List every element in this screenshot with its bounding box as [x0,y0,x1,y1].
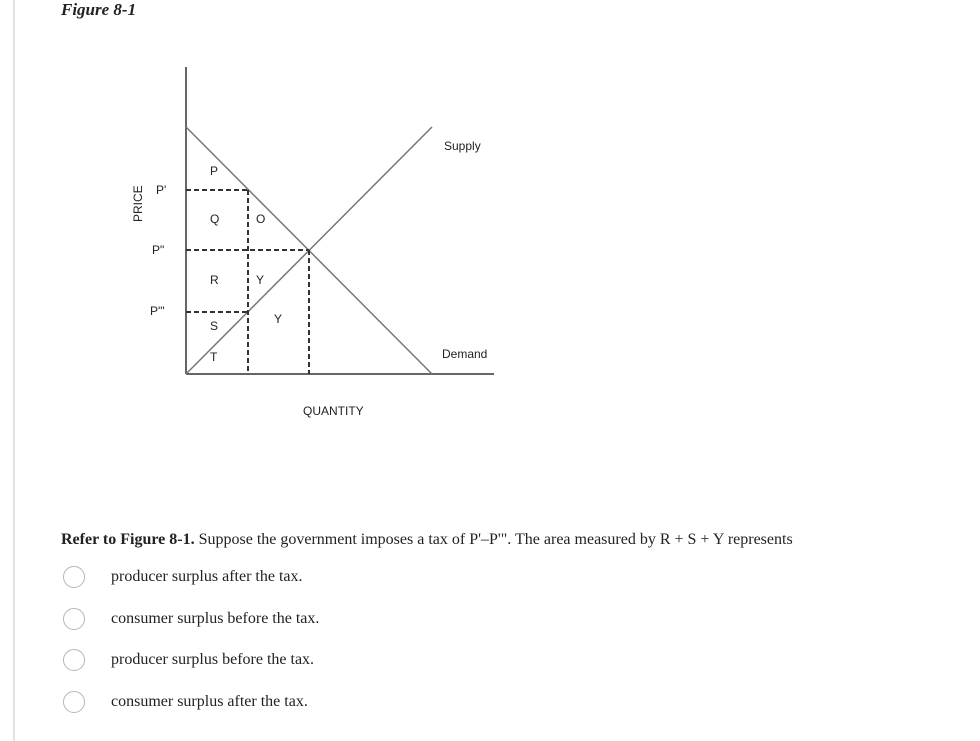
radio-button[interactable] [63,608,85,630]
area-t: T [210,350,218,364]
question-text [61,531,793,549]
option-label: producer surplus before the tax. [111,651,315,668]
answer-option-3[interactable] [63,649,314,671]
option-label: consumer surplus after the tax. [111,693,308,710]
demand-label: Demand [442,347,488,361]
supply-label: Supply [444,139,481,153]
question-ref: Refer to Figure 8-1. [61,531,195,548]
area-o: O [256,212,266,226]
radio-button[interactable] [63,649,85,671]
radio-button[interactable] [63,691,85,713]
answer-option-2[interactable] [63,608,319,630]
area-p: P [210,164,219,178]
radio-button[interactable] [63,566,85,588]
area-y2: Y [274,312,283,326]
x-axis-label: QUANTITY [303,404,364,418]
area-q: Q [210,212,220,226]
figure-title: Figure 8-1 [61,0,137,19]
option-label: producer surplus after the tax. [111,568,303,585]
area-s: S [210,319,219,333]
price-label-p1: P' [156,183,167,197]
answer-option-1[interactable] [63,566,302,588]
y-axis-label: PRICE [131,185,145,222]
price-label-p3: P'" [150,304,165,318]
option-label: consumer surplus before the tax. [111,610,320,627]
answer-option-4[interactable] [63,691,308,713]
area-r: R [210,273,219,287]
question-body: Suppose the government imposes a tax of P'–P'". The area measured by R + S + Y represents [194,531,793,548]
price-label-p2: P" [152,243,165,257]
area-y1: Y [256,273,265,287]
